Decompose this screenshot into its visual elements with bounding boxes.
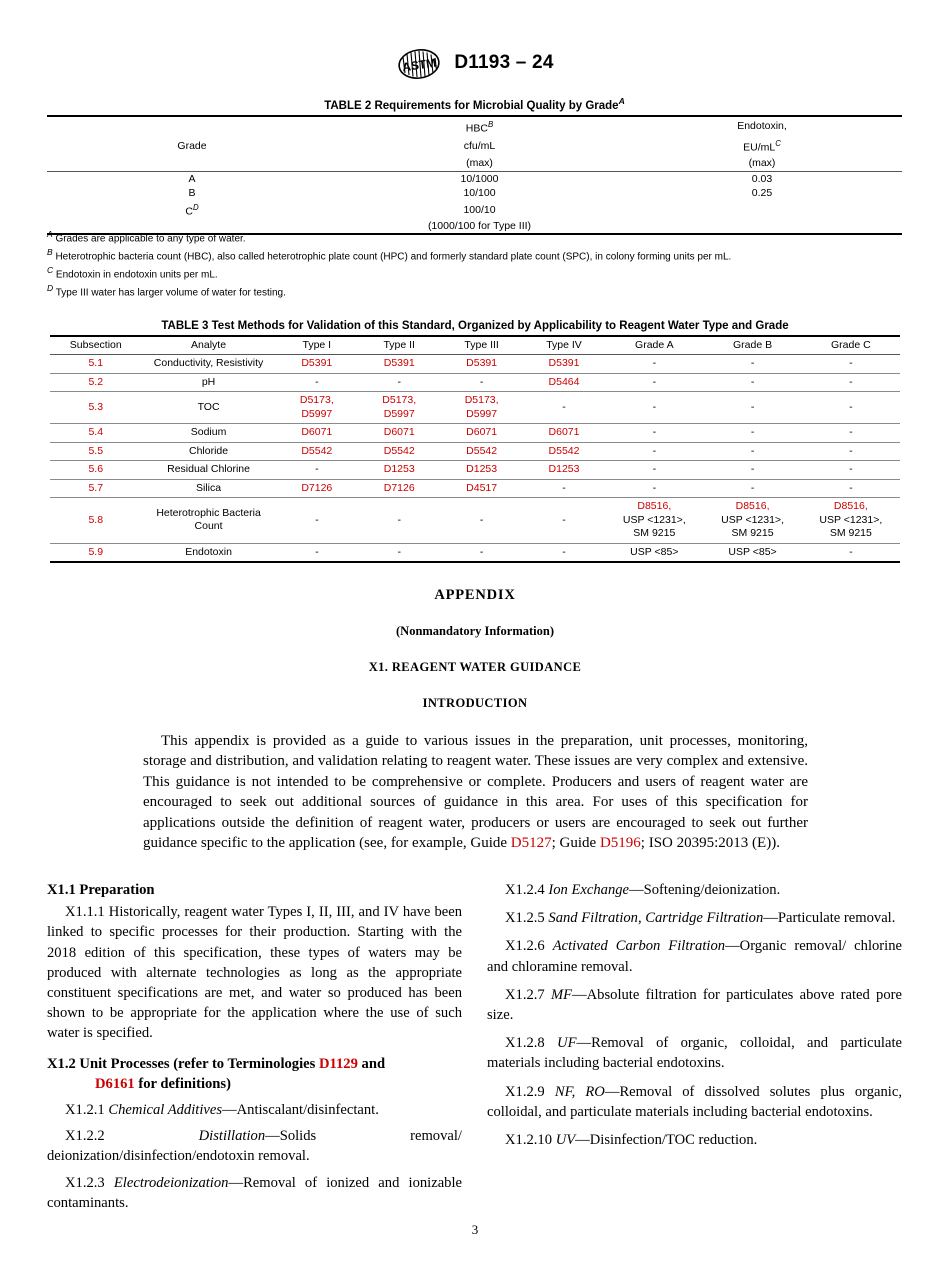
clause-number: X1.2.10 <box>505 1132 553 1149</box>
table-3-value: - <box>750 444 755 457</box>
clause-term: MF <box>550 986 573 1003</box>
table-3-value: SM 9215 <box>731 527 774 539</box>
clause-number: X1.2.8 <box>505 1035 545 1052</box>
footnote-item <box>47 246 907 264</box>
table-3-cell-grade-a <box>605 424 703 443</box>
standard-link-d5127[interactable]: D5127 <box>510 835 552 852</box>
clause-text: —Softening/deionization. <box>629 882 781 898</box>
table-3-cell-grade-c <box>802 392 900 424</box>
table-row <box>50 392 900 424</box>
table-3-header-type-i: Type I <box>276 336 358 355</box>
table-2-body <box>47 171 902 234</box>
footnote-text: Endotoxin in endotoxin units per mL. <box>55 269 218 281</box>
clause-text: —Disinfection/TOC reduction. <box>575 1132 758 1149</box>
table-3-cell-type-iii <box>440 543 522 562</box>
footnote-mark: B <box>47 246 53 257</box>
table-3-cell-type-ii <box>358 373 440 392</box>
table-3-value: SM 9215 <box>633 527 676 539</box>
table-3-value: USP <1231>, <box>721 513 784 526</box>
table-3-cell-type-iv <box>523 498 605 544</box>
table-3-cell-type-ii <box>358 543 440 562</box>
table-3-cell-grade-c <box>802 373 900 392</box>
table-3-cell-type-iv <box>523 461 605 480</box>
paragraph-x1-2-4 <box>487 880 902 900</box>
table-3-value: - <box>652 375 657 388</box>
table-3-cell-grade-a <box>605 543 703 562</box>
paragraph-x1-2-10 <box>487 1130 902 1150</box>
table-3-cell-type-iv <box>523 373 605 392</box>
paragraph-x1-2-3 <box>47 1173 462 1213</box>
table-3-cell-subsection[interactable]: 5.6 <box>50 461 142 480</box>
table-2-header-row-3 <box>47 156 902 172</box>
table-3-cell-type-ii <box>358 461 440 480</box>
table-2-header-hbc-text: HBC <box>465 122 488 135</box>
table-3-cell-grade-a <box>605 392 703 424</box>
table-3-value: - <box>849 481 853 494</box>
table-3-cell-grade-a <box>605 461 703 480</box>
table-3-cell-type-iii <box>440 355 522 374</box>
clause-text: —Absolute filtration for particulates above rated pore size. <box>487 986 902 1024</box>
table-3-cell-type-iii <box>440 479 522 498</box>
footnote-mark: A <box>47 229 53 239</box>
table-3-cell-type-ii <box>358 355 440 374</box>
table-2-head <box>47 116 902 172</box>
clause-number: X1.2.9 <box>505 1083 545 1100</box>
table-2-header-hbc-sup: B <box>487 119 494 129</box>
clause-term: NF, RO <box>554 1083 605 1100</box>
table-3-cell-type-iii <box>440 424 522 443</box>
table-3-cell-analyte: Chloride <box>142 442 276 461</box>
table-3-value: - <box>479 375 484 388</box>
table-2-header-row-1 <box>47 116 902 137</box>
table-3-value[interactable]: D6071 <box>383 426 415 438</box>
table-3-cell-grade-c <box>802 479 900 498</box>
table-3-value: - <box>562 513 566 526</box>
table-3-header-row <box>50 336 900 355</box>
table-3-cell-type-i <box>276 392 358 424</box>
table-3-cell-type-iv <box>523 392 605 424</box>
table-2-header-endotoxin-units-text: EU/mL <box>743 141 776 154</box>
table-3-cell-grade-c <box>802 461 900 480</box>
table-3-cell-grade-b <box>703 498 801 544</box>
table-2-cell-grade <box>47 171 337 186</box>
heading-x1-2-line2 <box>47 1074 462 1094</box>
table-3-cell-type-iv <box>523 442 605 461</box>
table-2-grade-text: C <box>185 205 193 218</box>
table-2-cell-endotoxin <box>622 201 902 219</box>
paragraph-x1-2-8 <box>487 1033 902 1073</box>
table-3-cell-type-i <box>276 498 358 544</box>
table-3-cell-subsection[interactable]: 5.2 <box>50 373 142 392</box>
table-3-value: - <box>562 400 566 413</box>
footnote-text: Type III water has larger volume of water for testing. <box>55 287 286 299</box>
table-3-header-type-iii: Type III <box>440 336 522 355</box>
table-2-cell-hbc: 10/100 <box>463 187 496 200</box>
footnote-text: Grades are applicable to any type of water. <box>55 233 246 245</box>
footnote-item <box>47 228 907 246</box>
clause-number: X1.2.7 <box>505 986 545 1003</box>
table-3-value: - <box>562 481 566 494</box>
table-3-cell-grade-c <box>802 355 900 374</box>
introduction-heading: INTRODUCTION <box>422 696 528 710</box>
table-3-cell-grade-b <box>703 392 801 424</box>
table-2-header-hbc-units: cfu/mL <box>463 139 496 152</box>
clause-number: X1.2.5 <box>505 910 545 927</box>
table-3-cell-grade-b <box>703 424 801 443</box>
table-2-cell-hbc: 10/1000 <box>460 172 499 185</box>
table-row <box>47 171 902 186</box>
table-3-cell-analyte: Sodium <box>142 424 276 443</box>
table-3-head <box>50 336 900 355</box>
table-3-value: - <box>849 400 853 413</box>
table-3 <box>50 320 900 563</box>
table-3-cell-grade-c <box>802 442 900 461</box>
left-text-column <box>47 880 462 1215</box>
table-3-cell-type-iii <box>440 498 522 544</box>
table-2-cell-endotoxin: 0.03 <box>751 172 773 185</box>
table-3-value: - <box>397 545 401 558</box>
table-3-value: - <box>397 513 401 526</box>
clause-term: UF <box>557 1035 577 1052</box>
clause-term: Ion Exchange <box>548 882 630 898</box>
standard-link-d1129[interactable]: D1129 <box>318 1055 358 1072</box>
table-row <box>47 201 902 219</box>
table-3-value[interactable]: D5997 <box>383 407 415 420</box>
table-3-cell-grade-a <box>605 442 703 461</box>
table-3-value[interactable]: D5391 <box>466 357 498 369</box>
table-3-cell-type-i <box>276 355 358 374</box>
astm-logo-icon <box>396 48 442 78</box>
intro-text-b: ; Guide <box>551 835 600 852</box>
table-3-cell-type-iv <box>523 355 605 374</box>
table-3-value[interactable]: D4517 <box>466 481 498 494</box>
clause-text: —Solids removal/ deionization/disinfection/endotoxin removal. <box>47 1128 462 1165</box>
table-3-caption: TABLE 3 Test Methods for Validation of this Standard, Organized by Applicability to Reagent Water Type and Grade <box>161 320 789 332</box>
table-3-cell-analyte: Conductivity, Resistivity <box>142 355 276 374</box>
table-3-value: - <box>652 400 657 413</box>
clause-text: —Particulate removal. <box>763 910 896 927</box>
table-3-value: - <box>849 463 853 475</box>
table-3-cell-type-iii <box>440 461 522 480</box>
svg-text:ASTM: ASTM <box>401 55 438 75</box>
table-3-cell-subsection[interactable]: 5.8 <box>50 498 142 544</box>
table-3-cell-type-i <box>276 373 358 392</box>
table-2-grade-sup: D <box>192 202 199 212</box>
table-3-header-subsection: Subsection <box>50 336 142 355</box>
clause-text: —Antiscalant/disinfectant. <box>222 1102 379 1119</box>
table-row <box>50 543 900 562</box>
standard-link-d6161[interactable]: D6161 <box>95 1075 135 1092</box>
table-2-cell-grade <box>47 186 337 201</box>
heading-x1-2 <box>47 1054 462 1094</box>
paragraph-x1-2-2 <box>47 1126 462 1166</box>
table-2-header-row-2 <box>47 136 902 156</box>
table-3-cell-subsection[interactable]: 5.7 <box>50 479 142 498</box>
table-3-cell-grade-b <box>703 543 801 562</box>
footnote-mark: D <box>47 282 54 293</box>
table-3-cell-type-ii <box>358 392 440 424</box>
table-3-value: USP <85> <box>728 545 777 558</box>
table-3-value: - <box>849 444 853 457</box>
table-3-value: - <box>315 513 319 526</box>
clause-number: X1.2.6 <box>505 938 545 955</box>
table-3-cell-type-ii <box>358 424 440 443</box>
table-3-value[interactable]: D1253 <box>548 463 580 475</box>
table-3-value[interactable]: D7126 <box>301 481 333 494</box>
appendix-title: APPENDIX <box>434 587 516 603</box>
table-3-cell-analyte: Residual Chlorine <box>142 461 276 480</box>
table-3-value[interactable]: D5391 <box>301 357 333 369</box>
table-3-cell-subsection[interactable]: 5.9 <box>50 543 142 562</box>
table-3-value: - <box>849 357 853 369</box>
table-3-cell-grade-a <box>605 373 703 392</box>
introduction-paragraph <box>143 731 808 853</box>
table-3-header-analyte: Analyte <box>142 336 276 355</box>
table-3-value[interactable]: D5173, <box>382 394 417 406</box>
clause-text: —Organic removal/ chlorine and chloramine removal. <box>487 938 902 975</box>
table-3-cell-type-iii <box>440 392 522 424</box>
table-3-value: USP <85> <box>630 545 679 558</box>
clause-term: Activated Carbon Filtration <box>552 938 726 955</box>
clause-term: Chemical Additives <box>108 1102 223 1119</box>
right-text-column <box>487 880 902 1152</box>
table-3-value[interactable]: D7126 <box>383 481 415 494</box>
document-number: D1193 – 24 <box>454 52 554 73</box>
table-2-header-endotoxin-units <box>622 136 902 156</box>
table-3-value[interactable]: D5542 <box>466 444 498 457</box>
table-3-value[interactable]: D8516, <box>735 500 770 512</box>
table-2-header-endotoxin-line1: Endotoxin, <box>622 116 902 137</box>
clause-term: Distillation <box>198 1128 266 1145</box>
table-3-value: - <box>652 481 657 494</box>
table-3-value: - <box>652 463 657 475</box>
table-2-caption <box>47 96 902 115</box>
table-3-cell-analyte: Heterotrophic Bacteria Count <box>142 498 276 544</box>
table-3-cell-grade-b <box>703 442 801 461</box>
table-3-value: - <box>397 375 401 388</box>
table-3-value: - <box>479 545 484 558</box>
table-2-cell-grade <box>47 201 337 219</box>
table-2-header-endotoxin-sup: C <box>775 139 781 149</box>
table-2-header-hbc-max: (max) <box>337 156 622 172</box>
clause-number: X1.2.4 <box>505 882 545 898</box>
table-3-cell-type-i <box>276 442 358 461</box>
intro-text-a: This appendix is provided as a guide to various issues in the preparation, unit processes, monitoring, storage and distribution, and validation relating to reagent water. These issues are very complex and extensive. This guidance is not intended to be comprehensive or complete. Producers and users of reagent water are encouraged to seek out additional sources of guidance in this area. For uses of this specification for applications outside the definition of reagent water, producers or users are encouraged to seek out further guidance specific to the application (see, for example, Guide <box>143 733 808 852</box>
clause-number: X1.2.1 <box>65 1102 105 1119</box>
table-3-cell-type-i <box>276 424 358 443</box>
table-3-value: - <box>315 375 319 388</box>
clause-text: —Removal of dissolved solutes plus organic, colloidal, and particulate materials including bacterial endotoxins. <box>487 1083 902 1120</box>
table-3-value: - <box>849 545 853 558</box>
clause-number: X1.2.3 <box>65 1174 105 1191</box>
table-3-cell-grade-b <box>703 479 801 498</box>
table-3-header-grade-c: Grade C <box>802 336 900 355</box>
table-3-cell-type-ii <box>358 498 440 544</box>
table-3-cell-type-iv <box>523 543 605 562</box>
clause-number: X1.2.2 <box>65 1128 105 1145</box>
table-3-value: - <box>479 513 484 526</box>
table-row <box>50 373 900 392</box>
clause-term: Electrodeionization <box>113 1174 229 1191</box>
table-3-value[interactable]: D6071 <box>301 426 333 438</box>
table-3-cell-type-iv <box>523 479 605 498</box>
table-3-cell-grade-c <box>802 498 900 544</box>
footnote-item <box>47 282 907 300</box>
table-2-cell-endotoxin: 0.25 <box>751 187 773 200</box>
table-3-value: SM 9215 <box>829 527 872 539</box>
table-2-header-grade-label: Grade <box>177 139 207 152</box>
table-row <box>50 498 900 544</box>
table-3-value: USP <1231>, <box>819 513 883 526</box>
paragraph-x1-2-1 <box>47 1100 462 1120</box>
table-3-value[interactable]: D5542 <box>383 444 415 457</box>
table-3-value[interactable]: D5997 <box>301 407 333 420</box>
table-3-cell-grade-a <box>605 498 703 544</box>
table-3-cell-analyte: TOC <box>142 392 276 424</box>
table-3-cell-type-ii <box>358 479 440 498</box>
table-3-cell-grade-b <box>703 373 801 392</box>
table-2-header-endotoxin-max: (max) <box>622 156 902 172</box>
table-3-cell-type-iii <box>440 373 522 392</box>
table-3-header-grade-a: Grade A <box>605 336 703 355</box>
paragraph-x1-2-5 <box>487 908 902 928</box>
table-3-value[interactable]: D8516, <box>833 500 868 512</box>
table-2-cell-hbc: 100/10 <box>463 203 496 216</box>
table-3-value: - <box>652 444 657 457</box>
table-3-grid <box>50 335 900 563</box>
table-2-header-hbc-line1 <box>337 116 622 137</box>
table-3-value[interactable]: D6071 <box>548 426 580 438</box>
table-3-cell-type-i <box>276 543 358 562</box>
table-3-value: - <box>562 545 566 558</box>
table-2-caption-text: TABLE 2 Requirements for Microbial Quality by Grade <box>324 99 619 112</box>
table-3-cell-analyte: pH <box>142 373 276 392</box>
table-2-grade-text: A <box>188 172 196 185</box>
table-3-value: - <box>315 545 319 558</box>
table-3-value: USP <1231>, <box>622 513 686 526</box>
paragraph-x1-2-9 <box>487 1082 902 1122</box>
x1-section-title: X1. REAGENT WATER GUIDANCE <box>368 660 582 674</box>
table-3-cell-type-i <box>276 479 358 498</box>
table-3-cell-grade-c <box>802 424 900 443</box>
table-row <box>50 479 900 498</box>
table-3-cell-grade-b <box>703 355 801 374</box>
table-3-value[interactable]: D8516, <box>637 500 672 512</box>
table-3-cell-type-iii <box>440 442 522 461</box>
table-row <box>50 461 900 480</box>
table-3-cell-analyte: Endotoxin <box>142 543 276 562</box>
table-3-value[interactable]: D5173, <box>299 394 334 406</box>
table-3-value[interactable]: D1253 <box>466 463 498 475</box>
standard-link-d5196[interactable]: D5196 <box>599 835 641 852</box>
table-3-value[interactable]: D1253 <box>383 463 415 475</box>
table-3-cell-type-iv <box>523 424 605 443</box>
paragraph-x1-2-6 <box>487 936 902 976</box>
table-3-cell-grade-a <box>605 355 703 374</box>
table-3-cell-subsection[interactable]: 5.3 <box>50 392 142 424</box>
table-3-cell-grade-b <box>703 461 801 480</box>
table-3-value[interactable]: D6071 <box>466 426 498 438</box>
table-3-value[interactable]: D5173, <box>464 394 499 406</box>
page-number: 3 <box>471 1222 479 1237</box>
table-3-value: - <box>315 463 319 475</box>
table-3-header-grade-b: Grade B <box>703 336 801 355</box>
table-3-header-type-iv: Type IV <box>523 336 605 355</box>
paragraph-x1-1-1: X1.1.1 Historically, reagent water Types I, II, III, and IV have been linked to specific processes for their production. Starting with the 2018 edition of this specification, these types of waters may be produced with alternate technologies as long as the appropriate constituent specifications are met, and water so produced has been shown to be appropriate for the application where the use of such water is specified. <box>47 904 462 1042</box>
table-3-cell-grade-c <box>802 543 900 562</box>
table-3-value[interactable]: D5391 <box>383 357 415 369</box>
table-row <box>50 442 900 461</box>
clause-term: Sand Filtration, Cartridge Filtration <box>548 910 764 927</box>
heading-x1-2-text-b: and <box>357 1055 386 1072</box>
table-row <box>47 186 902 201</box>
footnote-mark: C <box>47 264 54 275</box>
table-3-cell-type-i <box>276 461 358 480</box>
table-3-header-type-ii: Type II <box>358 336 440 355</box>
table-3-value[interactable]: D5464 <box>548 375 580 388</box>
table-3-value[interactable]: D5542 <box>548 444 580 457</box>
heading-x1-2-text-a: X1.2 Unit Processes (refer to Terminologies <box>47 1055 319 1072</box>
table-3-cell-subsection[interactable]: 5.4 <box>50 424 142 443</box>
intro-text-c: ; ISO 20395:2013 (E)). <box>640 835 780 852</box>
table-3-value: - <box>849 426 853 438</box>
table-2-header-grade-spacer <box>47 116 337 137</box>
table-3-cell-subsection[interactable]: 5.5 <box>50 442 142 461</box>
clause-text: —Removal of organic, colloidal, and particulate materials including bacterial endotoxins. <box>487 1035 902 1072</box>
nonmandatory-subtitle: (Nonmandatory Information) <box>396 624 554 638</box>
table-3-value: - <box>750 375 755 388</box>
table-2 <box>47 96 902 235</box>
heading-x1-1: X1.1 Preparation <box>47 882 155 898</box>
table-3-value: - <box>750 400 755 413</box>
table-2-grade-text: B <box>188 187 196 200</box>
table-row <box>50 355 900 374</box>
heading-x1-2-text-c: for definitions) <box>134 1075 231 1092</box>
table-3-value: - <box>750 426 755 438</box>
table-3-cell-type-ii <box>358 442 440 461</box>
footnote-item <box>47 264 907 282</box>
table-3-cell-subsection[interactable]: 5.1 <box>50 355 142 374</box>
table-row <box>50 424 900 443</box>
table-2-caption-footnote-mark: A <box>618 96 625 106</box>
table-3-value: - <box>750 481 755 494</box>
table-3-body <box>50 355 900 563</box>
table-3-value: - <box>652 357 657 369</box>
table-2-footnotes <box>47 228 907 300</box>
table-2-cell-hbc-note: (1000/100 for Type III) <box>337 219 622 235</box>
table-3-value: - <box>849 375 853 388</box>
table-3-value: - <box>750 463 755 475</box>
footnote-text: Heterotrophic bacteria count (HBC), also called heterotrophic plate count (HPC) and formerly standard plate count (SPC), in colony forming units per mL. <box>55 251 732 263</box>
table-2-grid <box>47 115 902 236</box>
table-3-cell-grade-a <box>605 479 703 498</box>
table-3-value: - <box>652 426 657 438</box>
table-3-value[interactable]: D5997 <box>466 407 498 420</box>
document-header <box>0 48 950 78</box>
table-3-value: - <box>750 357 755 369</box>
table-3-value[interactable]: D5391 <box>548 357 580 369</box>
table-3-value[interactable]: D5542 <box>301 444 333 457</box>
table-3-cell-analyte: Silica <box>142 479 276 498</box>
paragraph-x1-2-7 <box>487 985 902 1025</box>
table-2-header-grade-max-spacer <box>47 156 337 172</box>
clause-term: UV <box>555 1132 576 1149</box>
clause-text: —Removal of ionized and ionizable contaminants. <box>47 1174 463 1211</box>
